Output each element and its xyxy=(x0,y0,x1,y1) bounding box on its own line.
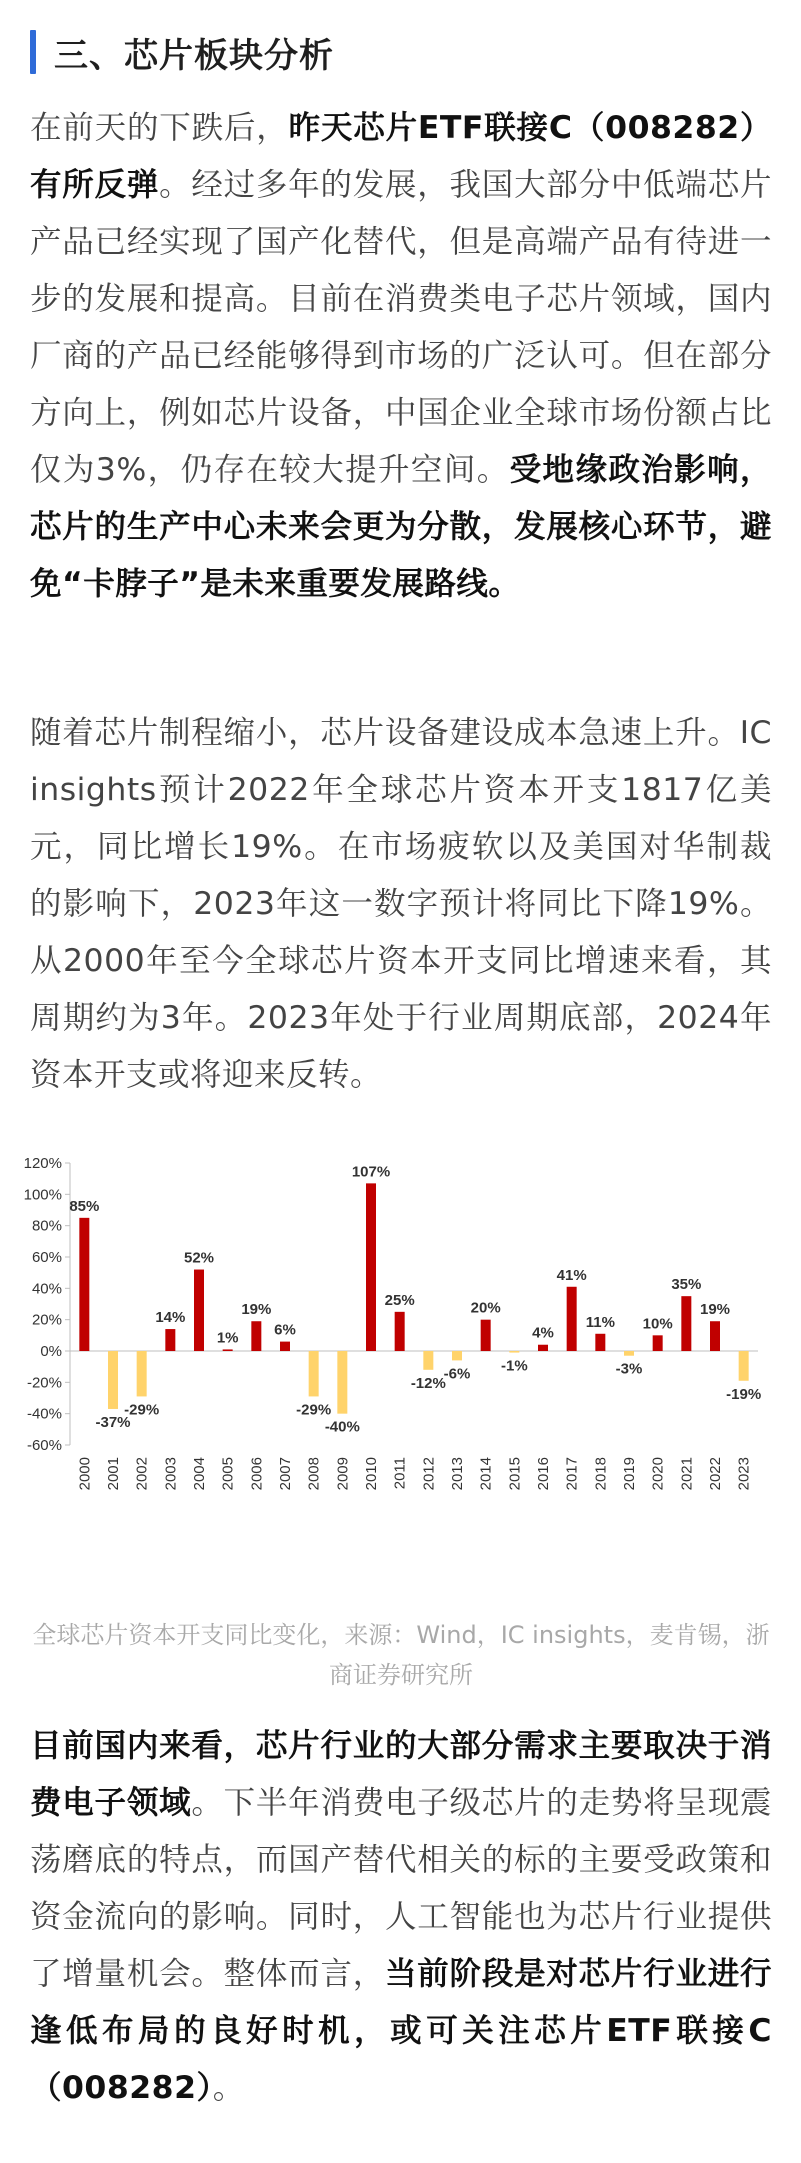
bar-2014 xyxy=(481,1320,491,1351)
x-tick-label-2012: 2012 xyxy=(420,1457,438,1491)
x-tick-label-2005: 2005 xyxy=(219,1457,237,1491)
y-tick-label: -40% xyxy=(26,1405,62,1423)
bar-2020 xyxy=(653,1335,663,1351)
section-title xyxy=(30,28,334,76)
p1-bold-1: 昨天芯片ETF联接C（008282）有所反弹 xyxy=(30,110,772,203)
bar-2016 xyxy=(538,1345,548,1351)
data-label-2006: 19% xyxy=(241,1301,272,1319)
p3-bold-1: 目前国内来看，芯片行业的大部分需求主要取决于消费电子领域 xyxy=(30,1728,772,1821)
x-tick-label-2019: 2019 xyxy=(621,1457,638,1491)
x-tick-label-2004: 2004 xyxy=(191,1457,208,1491)
x-tick-label-2015: 2015 xyxy=(506,1457,524,1491)
p1-text-1: 在前天的下跌后， xyxy=(30,110,289,146)
p3-text-1: 。下半年消费电子级芯片的走势将呈现震荡磨底的特点，而国产替代相关的标的主要受政策和资金流向的影响。同时，人工智能也为芯片行业提供了增量机会。整体而言， xyxy=(30,1785,772,1992)
chart-caption: 全球芯片资本开支同比变化，来源：Wind，IC insights，麦肯锡，浙商证券研究所 xyxy=(32,1621,770,1689)
bar-2013 xyxy=(452,1351,462,1360)
bar-2017 xyxy=(567,1287,577,1351)
x-tick-label-2008: 2008 xyxy=(305,1457,323,1491)
data-label-2020: 10% xyxy=(642,1315,673,1333)
x-tick-label-2014: 2014 xyxy=(477,1457,495,1491)
bar-2022 xyxy=(710,1321,720,1351)
bar-2005 xyxy=(223,1349,233,1351)
p3-text-2: 。 xyxy=(212,2070,245,2106)
data-label-2007: 6% xyxy=(274,1321,296,1339)
x-tick-label-2023: 2023 xyxy=(735,1457,753,1491)
x-tick-label-2011: 2011 xyxy=(391,1457,409,1490)
x-tick-label-2007: 2007 xyxy=(277,1457,294,1491)
y-tick-label: -60% xyxy=(26,1437,62,1454)
x-tick-label-2001: 2001 xyxy=(105,1457,122,1491)
x-tick-label-2017: 2017 xyxy=(563,1457,581,1491)
paragraph-outlook xyxy=(30,1718,772,2117)
bar-2009 xyxy=(337,1351,347,1414)
bar-2000 xyxy=(79,1218,89,1351)
x-tick-label-2006: 2006 xyxy=(248,1457,266,1491)
title-accent-bar xyxy=(30,30,36,74)
data-label-2019: -3% xyxy=(615,1360,643,1378)
y-tick-label: 60% xyxy=(31,1249,62,1266)
data-label-2011: 25% xyxy=(384,1291,415,1309)
data-label-2010: 107% xyxy=(351,1163,391,1181)
y-tick-label: 120% xyxy=(23,1155,62,1172)
bar-2002 xyxy=(137,1351,147,1396)
x-tick-label-2016: 2016 xyxy=(535,1457,552,1491)
x-tick-label-2002: 2002 xyxy=(133,1457,151,1491)
data-label-2008: -29% xyxy=(296,1401,332,1419)
data-label-2023: -19% xyxy=(726,1385,762,1403)
bar-2012 xyxy=(423,1351,433,1370)
data-label-2016: 4% xyxy=(532,1324,554,1342)
bar-2010 xyxy=(366,1183,376,1351)
y-tick-label: 0% xyxy=(40,1343,62,1360)
bar-2011 xyxy=(395,1312,405,1351)
paragraph-capex: 随着芯片制程缩小，芯片设备建设成本急速上升。IC insights预计2022年全球芯片资本开支1817亿美元，同比增长19%。在市场疲软以及美国对华制裁的影响下，2023年这一数字预计将同比下降19%。从2000年至今全球芯片资本开支同比增速来看，其周期约为3年。2023年处于行业周期底部，2024年资本开支或将迎来反转。 xyxy=(30,715,772,1093)
y-tick-label: -20% xyxy=(26,1374,62,1392)
p1-bold-2: 受地缘政治影响，芯片的生产中心未来会更为分散，发展核心环节，避免“卡脖子”是未来重要发展路线。 xyxy=(30,452,772,602)
data-label-2000: 85% xyxy=(69,1197,100,1215)
data-label-2005: 1% xyxy=(216,1329,239,1347)
data-label-2004: 52% xyxy=(183,1249,215,1267)
data-label-2013: -6% xyxy=(443,1365,471,1383)
bar-2023 xyxy=(739,1351,749,1381)
bar-2021 xyxy=(681,1296,691,1351)
data-label-2017: 41% xyxy=(556,1266,587,1284)
data-label-2014: 20% xyxy=(470,1299,501,1317)
data-label-2018: 11% xyxy=(585,1313,615,1331)
data-label-2003: 14% xyxy=(155,1309,186,1327)
chart-svg xyxy=(23,1140,778,1600)
data-label-2022: 19% xyxy=(699,1301,731,1319)
x-tick-label-2013: 2013 xyxy=(449,1457,466,1491)
bar-2001 xyxy=(108,1351,118,1409)
y-tick-label: 20% xyxy=(31,1311,62,1329)
paragraph-chip-overview xyxy=(30,100,772,613)
bar-2006 xyxy=(251,1321,261,1351)
data-label-2001: -37% xyxy=(95,1413,131,1431)
x-tick-label-2009: 2009 xyxy=(334,1457,352,1491)
data-label-2021: 35% xyxy=(671,1276,702,1294)
y-tick-label: 80% xyxy=(31,1217,62,1235)
data-label-2015: -1% xyxy=(500,1357,528,1375)
p1-text-2: 。经过多年的发展，我国大部分中低端芯片产品已经实现了国产化替代，但是高端产品有待进一步的发展和提高。目前在消费类电子芯片领域，国内厂商的产品已经能够得到市场的广泛认可。但在部分方向上，例如芯片设备，中国企业全球市场份额占比仅为3%，仍存在较大提升空间。 xyxy=(30,167,772,488)
bar-2003 xyxy=(165,1329,175,1351)
data-label-2012: -12% xyxy=(410,1374,446,1392)
x-tick-label-2021: 2021 xyxy=(678,1457,696,1491)
x-tick-label-2000: 2000 xyxy=(76,1457,94,1491)
bar-2015 xyxy=(509,1351,519,1353)
y-tick-label: 100% xyxy=(23,1186,62,1204)
x-tick-label-2003: 2003 xyxy=(162,1457,180,1491)
section-title-text: 三、芯片板块分析 xyxy=(54,35,334,76)
x-tick-label-2010: 2010 xyxy=(363,1457,380,1491)
capex-bar-chart xyxy=(23,1140,778,1600)
data-label-2002: -29% xyxy=(124,1401,160,1419)
p3-bold-2: 当前阶段是对芯片行业进行逢低布局的良好时机，或可关注芯片ETF联接C（008282） xyxy=(30,1956,772,2106)
bar-2018 xyxy=(595,1334,605,1351)
bar-2004 xyxy=(194,1270,204,1351)
bar-2008 xyxy=(309,1351,319,1396)
x-tick-label-2020: 2020 xyxy=(649,1457,667,1491)
bar-2019 xyxy=(624,1351,634,1356)
bar-2007 xyxy=(280,1342,290,1351)
x-tick-label-2022: 2022 xyxy=(707,1457,724,1491)
data-label-2009: -40% xyxy=(324,1418,360,1436)
y-tick-label: 40% xyxy=(31,1280,62,1298)
x-tick-label-2018: 2018 xyxy=(592,1457,610,1491)
